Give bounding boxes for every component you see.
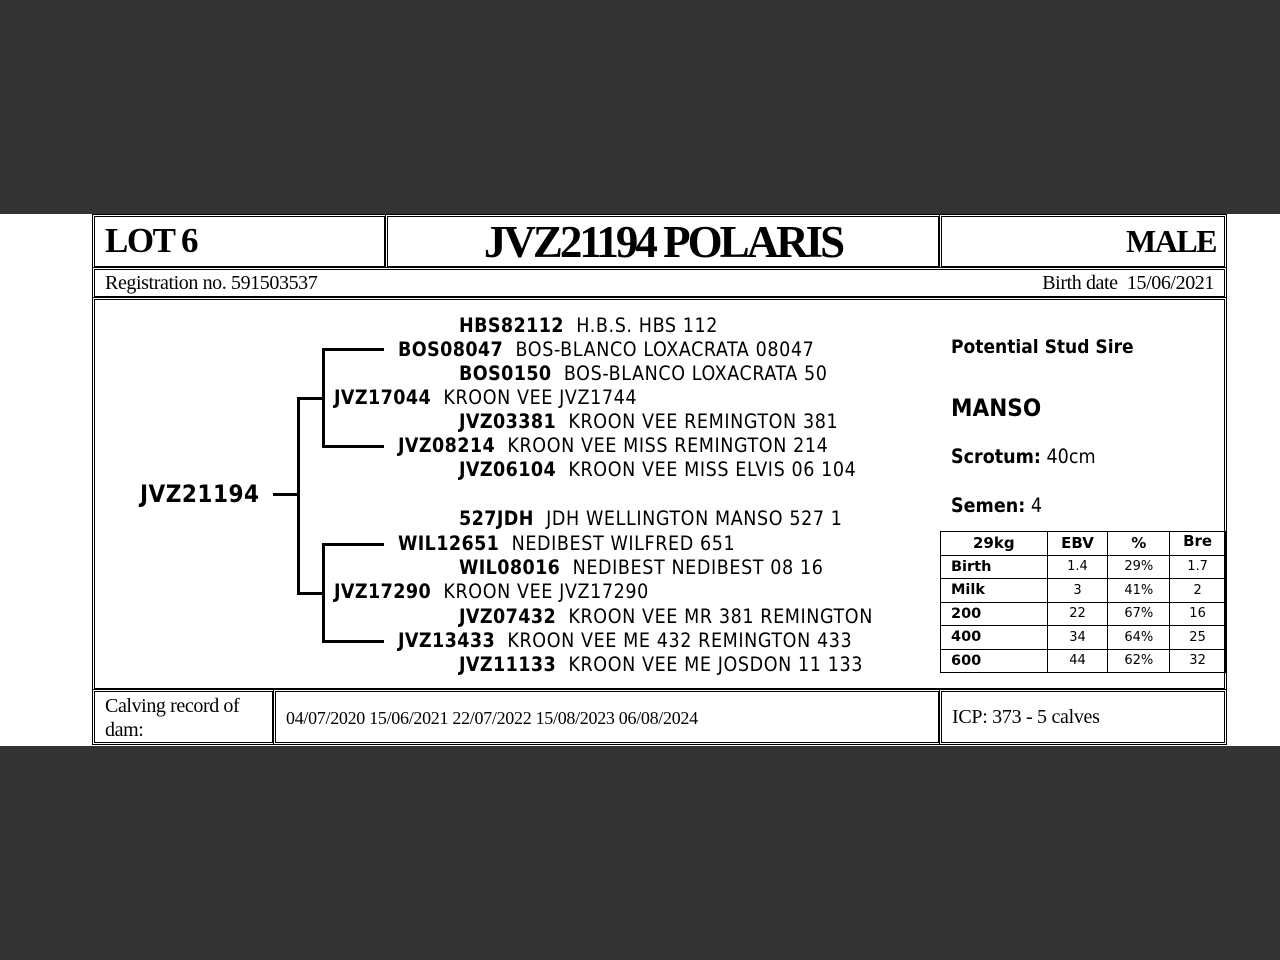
birth (1042, 272, 1214, 295)
bracket-sire-bottom (322, 445, 384, 448)
sex-box (939, 214, 1227, 269)
ebv-percent: 41% (1108, 579, 1170, 603)
pedigree-dd-dam: JVZ11133 KROON VEE ME JOSDON 11 133 (459, 653, 864, 676)
title-box (385, 214, 941, 269)
sex-label: MALE (1126, 223, 1216, 259)
ebv-row-label: 200 (941, 602, 1048, 626)
pedigree-ds-dam: WIL08016 NEDIBEST NEDIBEST 08 16 (459, 556, 824, 579)
registration (105, 272, 317, 295)
table-row (941, 626, 1226, 650)
calving-label: Calving record of dam: (105, 695, 240, 741)
bracket-dam-top (322, 543, 384, 546)
ebv-header-pct: % (1108, 532, 1170, 556)
ebv-header-weight: 29kg (941, 532, 1048, 556)
scrotum (951, 445, 1096, 468)
ebv-row-label: 400 (941, 626, 1048, 650)
ebv-percent: 62% (1108, 649, 1170, 673)
ebv-value: 3 (1047, 579, 1108, 603)
pedigree-s-dam: JVZ08214 KROON VEE MISS REMINGTON 214 (398, 434, 829, 457)
ebv-value: 34 (1047, 626, 1108, 650)
birth-date: 15/06/2021 (1126, 272, 1214, 294)
pedigree-d-sire: WIL12651 NEDIBEST WILFRED 651 (398, 532, 736, 555)
pedigree-sd-dam: JVZ06104 KROON VEE MISS ELVIS 06 104 (459, 458, 857, 481)
ebv-table (940, 531, 1226, 673)
ebv-percent: 67% (1108, 602, 1170, 626)
registration-number: 591503537 (230, 272, 318, 294)
info-note: MANSO (951, 394, 1042, 422)
pedigree-dam: JVZ17290 KROON VEE JVZ17290 (334, 580, 649, 603)
table-row (941, 602, 1226, 626)
lot-number: LOT 6 (105, 221, 198, 260)
bracket-dam-stub (297, 592, 324, 595)
ebv-bre: 2 (1170, 579, 1226, 603)
icp-box (939, 689, 1227, 745)
ebv-value: 1.4 (1047, 555, 1108, 579)
pedigree-s-sire: BOS08047 BOS-BLANCO LOXACRATA 08047 (398, 338, 815, 361)
lot-box (92, 214, 387, 269)
bracket-dam-bottom (322, 640, 384, 643)
table-row (941, 555, 1226, 579)
ebv-value: 22 (1047, 602, 1108, 626)
calving-dates: 04/07/2020 15/06/2021 22/07/2022 15/08/2023 06/08/2024 (286, 708, 698, 728)
scrotum-label: Scrotum: (951, 445, 1041, 468)
calving-dates-box (273, 689, 941, 745)
table-row (941, 579, 1226, 603)
lot-card (0, 214, 1280, 746)
ebv-percent: 29% (1108, 555, 1170, 579)
ebv-bre: 25 (1170, 626, 1226, 650)
icp-summary: ICP: 373 - 5 calves (952, 706, 1100, 728)
registration-row (92, 267, 1227, 299)
pedigree-sire: JVZ17044 KROON VEE JVZ1744 (334, 386, 638, 409)
ebv-header-row (941, 532, 1226, 556)
ebv-row-label: 600 (941, 649, 1048, 673)
bracket-root-vertical (297, 397, 300, 595)
birth-date-label: Birth date (1042, 272, 1118, 294)
pedigree-sd-sire: JVZ03381 KROON VEE REMINGTON 381 (459, 410, 839, 433)
scrotum-value: 40cm (1046, 445, 1096, 468)
pedigree-dd-sire: JVZ07432 KROON VEE MR 381 REMINGTON (459, 605, 873, 628)
ebv-row-label: Birth (941, 555, 1048, 579)
bracket-sire-top (322, 348, 384, 351)
pedigree-ds-sire: 527JDH JDH WELLINGTON MANSO 527 1 (459, 507, 843, 530)
table-row (941, 649, 1226, 673)
registration-label: Registration no. (105, 272, 227, 294)
animal-title: JVZ21194 POLARIS (483, 217, 843, 267)
ebv-value: 44 (1047, 649, 1108, 673)
pedigree-ss-sire: HBS82112 H.B.S. HBS 112 (459, 314, 719, 337)
pedigree-d-dam: JVZ13433 KROON VEE ME 432 REMINGTON 433 (398, 629, 853, 652)
ebv-bre: 16 (1170, 602, 1226, 626)
bracket-root (273, 493, 299, 496)
stud-status: Potential Stud Sire (951, 336, 1134, 358)
animal-id: JVZ21194 (140, 480, 260, 508)
ebv-header-bre: Bre (1170, 532, 1226, 556)
semen (951, 494, 1042, 517)
semen-label: Semen: (951, 494, 1026, 517)
bracket-sire-vertical (322, 348, 325, 447)
ebv-row-label: Milk (941, 579, 1048, 603)
ebv-bre: 32 (1170, 649, 1226, 673)
calving-label-box (92, 689, 275, 745)
ebv-bre: 1.7 (1170, 555, 1226, 579)
bracket-sire-stub (297, 397, 324, 400)
ebv-percent: 64% (1108, 626, 1170, 650)
bracket-dam-vertical (322, 543, 325, 642)
ebv-header-ebv: EBV (1047, 532, 1108, 556)
pedigree-ss-dam: BOS0150 BOS-BLANCO LOXACRATA 50 (459, 362, 828, 385)
semen-value: 4 (1030, 494, 1042, 517)
